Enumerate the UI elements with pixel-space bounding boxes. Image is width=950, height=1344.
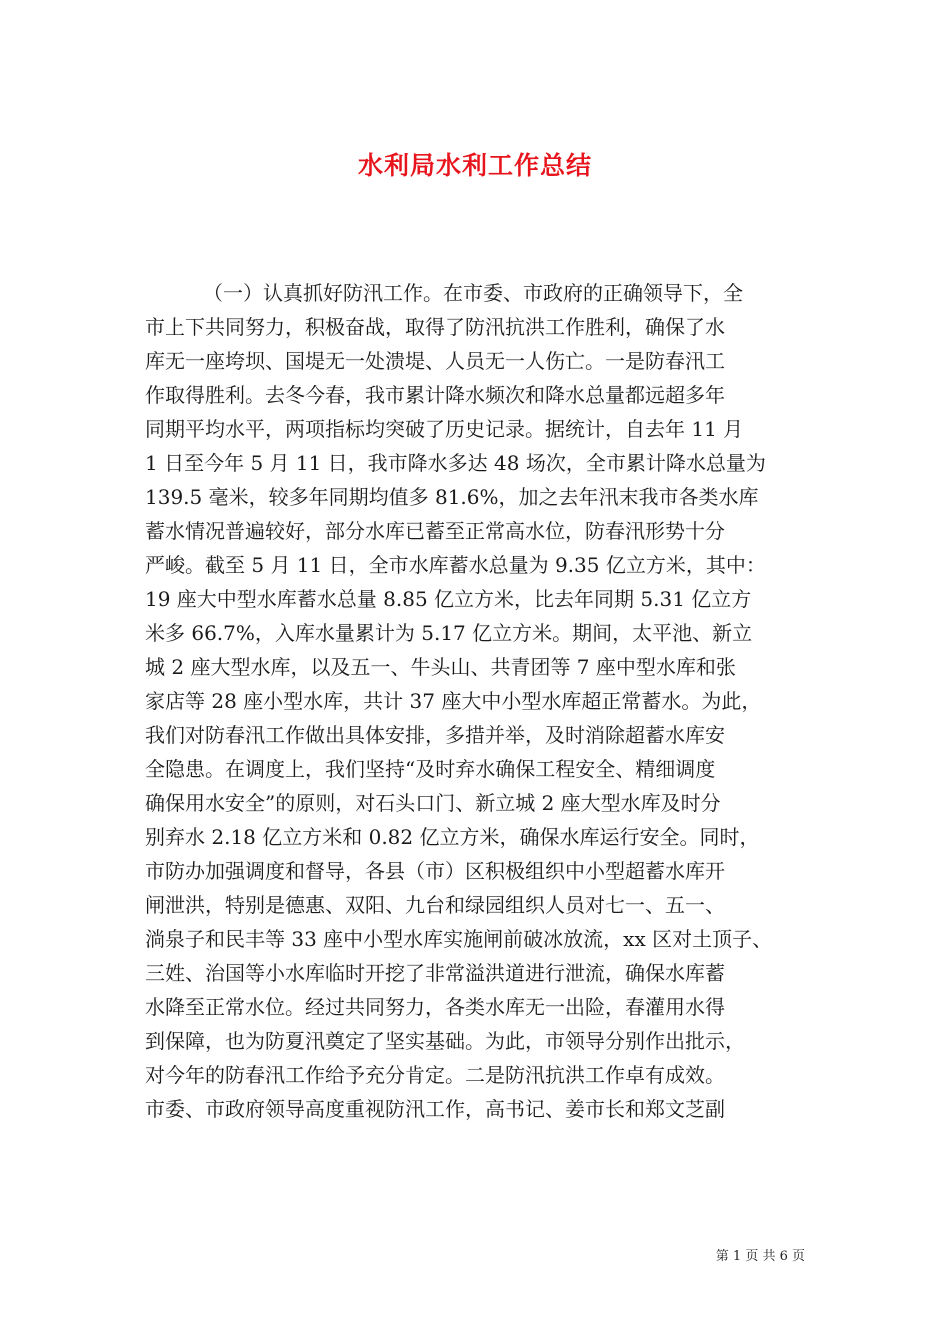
text-line: 严峻。截至 5 月 11 日，全市水库蓄水总量为 9.35 亿立方米，其中： xyxy=(145,553,766,577)
text-line: 水降至正常水位。经过共同努力，各类水库无一出险，春灌用水得 xyxy=(145,995,725,1019)
text-line: 对今年的防春汛工作给予充分肯定。二是防汛抗洪工作卓有成效。 xyxy=(145,1063,725,1087)
text-line: 19 座大中型水库蓄水总量 8.85 亿立方米，比去年同期 5.31 亿立方 xyxy=(145,587,752,611)
text-line: 同期平均水平，两项指标均突破了历史记录。据统计，自去年 11 月 xyxy=(145,417,744,441)
text-line: 市上下共同努力，积极奋战，取得了防汛抗洪工作胜利，确保了水 xyxy=(145,315,725,339)
text-line: 库无一座垮坝、国堤无一处溃堤、人员无一人伤亡。一是防春汛工 xyxy=(145,349,725,373)
body-paragraph xyxy=(145,276,805,1126)
text-line: 1 日至今年 5 月 11 日，我市降水多达 48 场次，全市累计降水总量为 xyxy=(145,451,766,475)
text-line: 别弃水 2.18 亿立方米和 0.82 亿立方米，确保水库运行安全。同时， xyxy=(145,825,760,849)
text-line: 三姓、治国等小水库临时开挖了非常溢洪道进行泄流，确保水库蓄 xyxy=(145,961,725,985)
text-line: 全隐患。在调度上，我们坚持“及时弃水确保工程安全、精细调度 xyxy=(145,757,716,781)
text-line: 139.5 毫米，较多年同期均值多 81.6%，加之去年汛末我市各类水库 xyxy=(145,485,759,509)
text-line: 市防办加强调度和督导，各县（市）区积极组织中小型超蓄水库开 xyxy=(145,859,725,883)
text-line: 市委、市政府领导高度重视防汛工作，高书记、姜市长和郑文芝副 xyxy=(145,1097,725,1121)
text-line: 蓄水情况普遍较好，部分水库已蓄至正常高水位，防春汛形势十分 xyxy=(145,519,725,543)
text-line: 作取得胜利。去冬今春，我市累计降水频次和降水总量都远超多年 xyxy=(145,383,725,407)
text-line: 城 2 座大型水库，以及五一、牛头山、共青团等 7 座中型水库和张 xyxy=(145,655,736,679)
text-line: 米多 66.7%，入库水量累计为 5.17 亿立方米。期间，太平池、新立 xyxy=(145,621,753,645)
page-title: 水利局水利工作总结 xyxy=(357,150,592,180)
text-line: 家店等 28 座小型水库，共计 37 座大中小型水库超正常蓄水。为此， xyxy=(145,689,762,713)
text-line: （一）认真抓好防汛工作。在市委、市政府的正确领导下，全 xyxy=(203,281,743,305)
page-number-footer: 第 1 页 共 6 页 xyxy=(715,1249,805,1264)
text-line: 到保障，也为防夏汛奠定了坚实基础。为此，市领导分别作出批示， xyxy=(145,1029,745,1053)
text-line: 确保用水安全”的原则，对石头口门、新立城 2 座大型水库及时分 xyxy=(145,791,721,815)
text-line: 淌泉子和民丰等 33 座中小型水库实施闸前破冰放流，xx 区对土顶子、 xyxy=(145,927,773,951)
text-line: 闸泄洪，特别是德惠、双阳、九台和绿园组织人员对七一、五一、 xyxy=(145,893,725,917)
text-line: 我们对防春汛工作做出具体安排，多措并举，及时消除超蓄水库安 xyxy=(145,723,725,747)
